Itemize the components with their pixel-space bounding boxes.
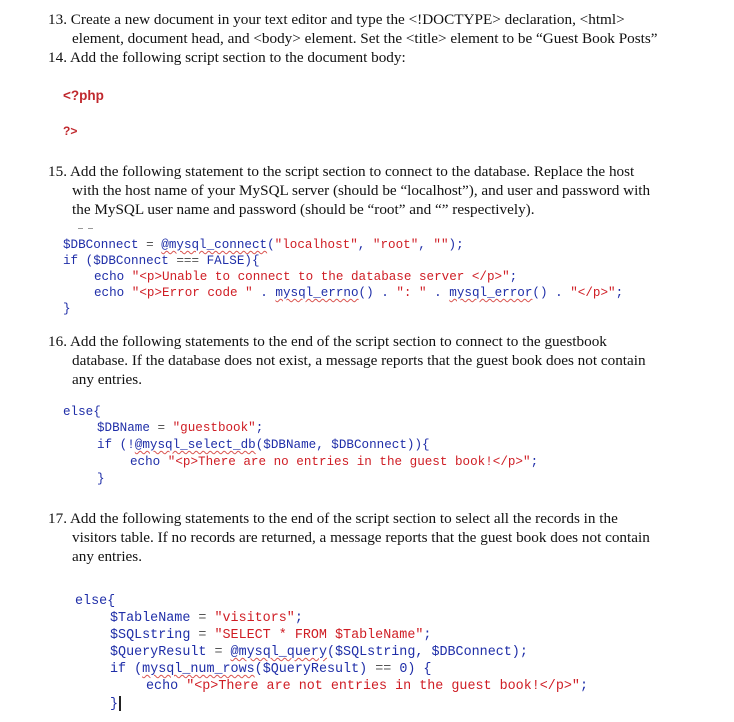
- step-text-line: visitors table. If no records are returned, a message reports that the guest book does not contain: [72, 529, 650, 546]
- step-13: [48, 10, 625, 29]
- step-14: [48, 48, 406, 67]
- step-17: [48, 509, 618, 528]
- code-line: $DBName = "guestbook";: [97, 421, 264, 435]
- step-text-line: Create a new document in your text editor and type the <!DOCTYPE> declaration, <html>: [70, 11, 625, 28]
- step-16: [48, 332, 607, 351]
- code-line: }: [97, 472, 105, 486]
- code-line: echo "<p>Error code " . mysql_errno() . ": " . mysql_error() . "</p>";: [94, 286, 624, 300]
- code-line: }: [63, 302, 71, 316]
- step-text-line: the MySQL user name and password (should be “root” and “” respectively).: [72, 201, 535, 218]
- code-line: echo "<p>Unable to connect to the database server </p>";: [94, 270, 518, 284]
- step-text-line: any entries.: [72, 548, 143, 565]
- step-text-line: Add the following script section to the document body:: [69, 49, 406, 66]
- step-text-line: with the host name of your MySQL server (should be “localhost”), and user and password with: [72, 182, 651, 199]
- code-line: if (!@mysql_select_db($DBName, $DBConnect)){: [97, 438, 430, 452]
- php-open-tag: <?php: [63, 88, 104, 103]
- step-number: 14.: [48, 49, 67, 66]
- step-text-line: database. If the database does not exist, a message reports that the guest book does not contain: [72, 352, 646, 369]
- code-line[interactable]: }: [110, 696, 121, 713]
- step-number: 13.: [48, 11, 67, 28]
- text-cursor: [119, 696, 121, 711]
- step-number: 16.: [48, 333, 67, 350]
- code-line: $SQLstring = "SELECT * FROM $TableName";: [110, 628, 432, 643]
- code-line: $TableName = "visitors";: [110, 611, 303, 626]
- step-text-line: any entries.: [72, 371, 143, 388]
- code-line: if ($DBConnect === FALSE){: [63, 254, 260, 268]
- dash-marks: [70, 228, 100, 232]
- code-line: echo "<p>There are no entries in the guest book!</p>";: [130, 455, 539, 469]
- code-line: echo "<p>There are not entries in the guest book!</p>";: [146, 679, 588, 694]
- code-line: $DBConnect = @mysql_connect("localhost", "root", "");: [63, 238, 464, 252]
- step-15: [48, 162, 634, 181]
- step-number: 15.: [48, 163, 67, 180]
- step-text-line: element, document head, and <body> element. Set the <title> element to be “Guest Book Posts”: [72, 30, 658, 47]
- step-text-line: Add the following statements to the end of the script section to select all the records in the: [69, 510, 618, 527]
- php-close-tag: ?>: [63, 124, 78, 138]
- code-line: else{: [75, 594, 116, 609]
- code-line: else{: [63, 405, 101, 419]
- code-line: if (mysql_num_rows($QueryResult) == 0) {: [110, 662, 432, 677]
- step-text-line: Add the following statements to the end of the script section to connect to the guestbook: [69, 333, 607, 350]
- code-line: $QueryResult = @mysql_query($SQLstring, $DBConnect);: [110, 645, 528, 660]
- step-text-line: Add the following statement to the script section to connect to the database. Replace the host: [69, 163, 635, 180]
- step-number: 17.: [48, 510, 67, 527]
